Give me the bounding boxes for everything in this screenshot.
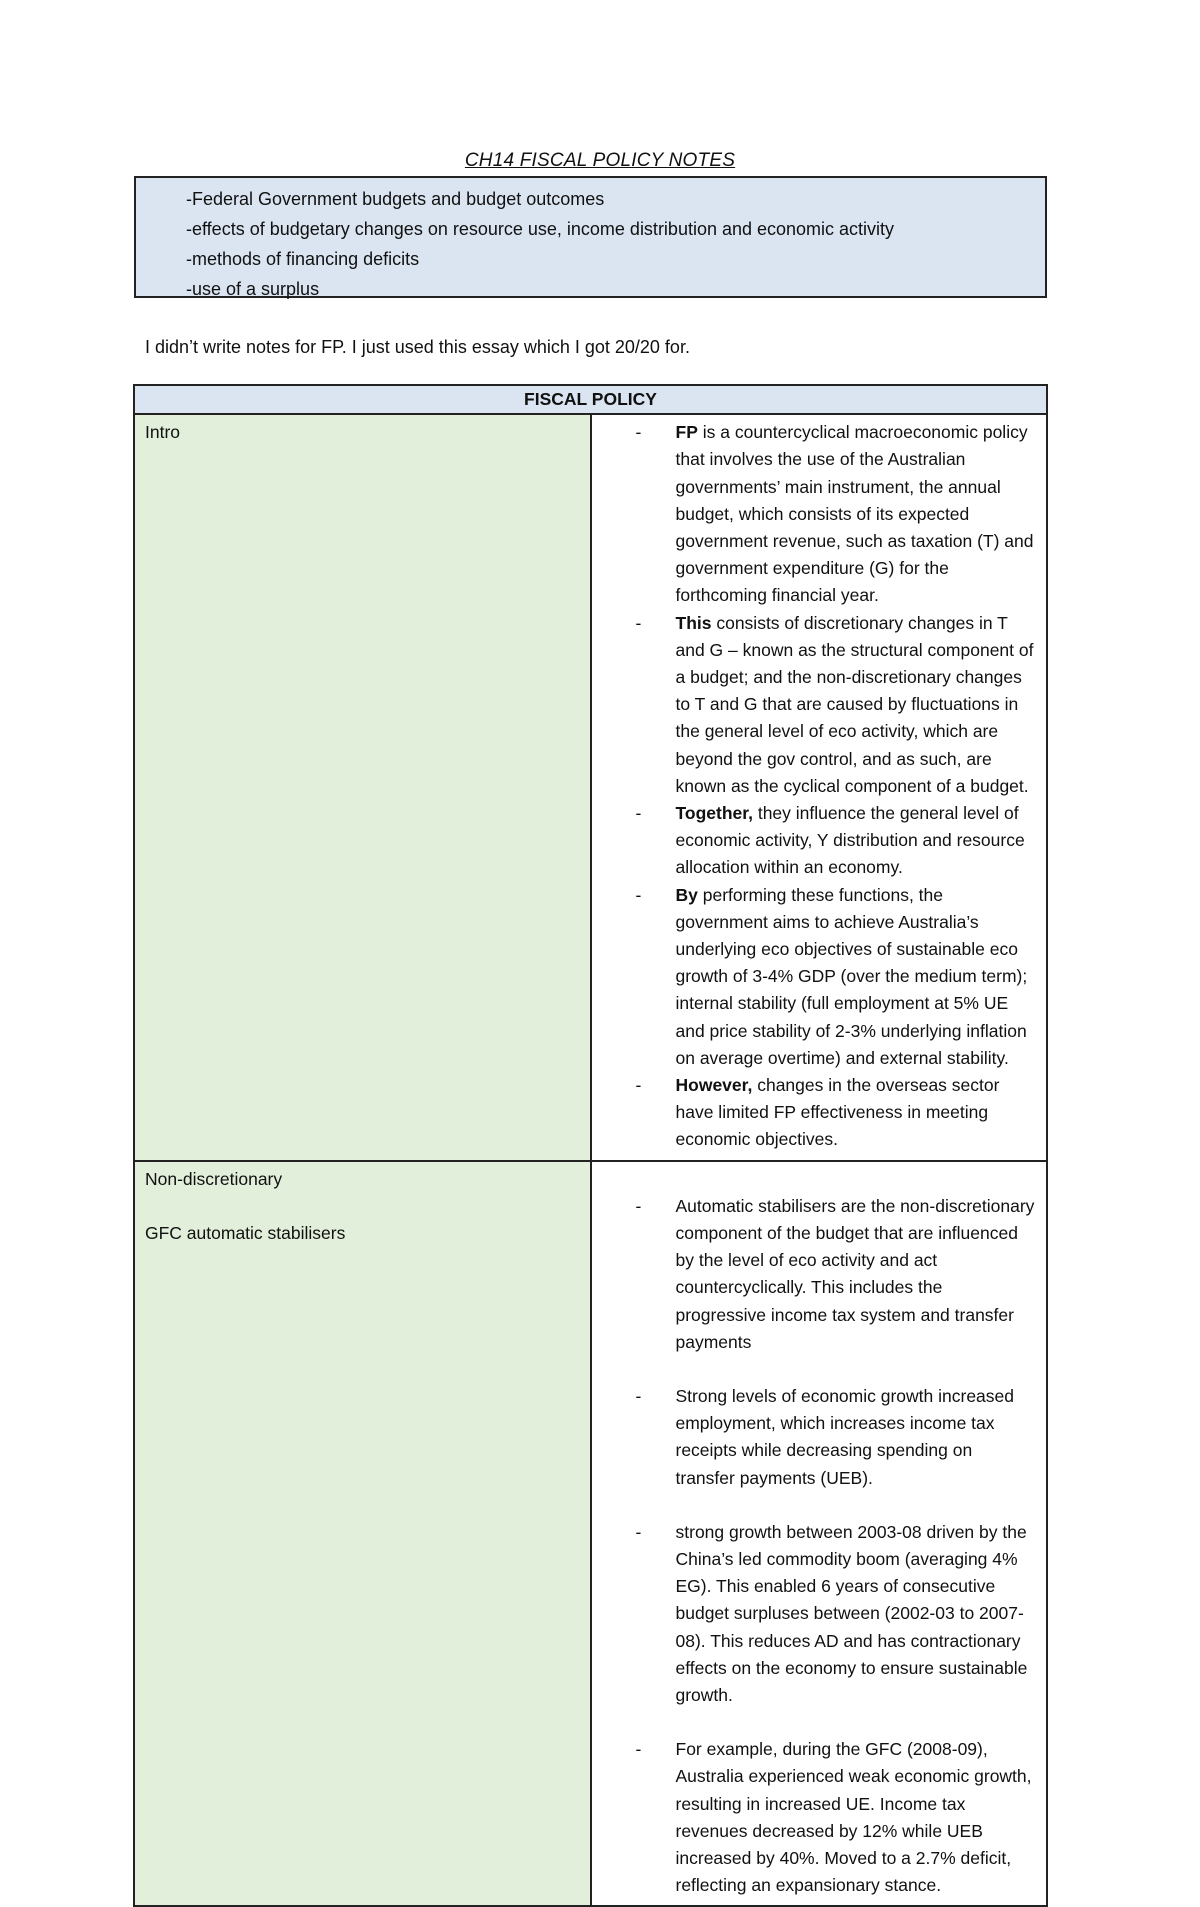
bullet-dash: - [635,422,642,443]
row-label-non-discretionary [134,1161,591,1907]
bullet-text: changes in the overseas sector have limited FP effectiveness in meeting economic objectives. [675,1075,1000,1150]
bullet-lead: By [675,884,698,905]
bullet-text: consists of discretionary changes in T and G – known as the structural component of a budget; and the non-discretionary changes to T and G that are caused by fluctuations in the general level of eco activity, which are beyond the gov control, and as such, are known as the cyclical component of a budget. [675,612,1034,796]
bullet-dash: - [635,1385,642,1406]
syllabus-objectives-box [134,176,1047,298]
bullet-dash: - [635,1739,642,1760]
bullet-text: strong growth between 2003-08 driven by the China’s led commodity boom (averaging 4% EG). This enabled 6 years of consecutive budget surpluses between (2002-03 to 2007-08). This reduces AD and has contractionary effects on the economy to ensure sustainable growth. [675,1521,1028,1705]
bullet-item [592,1383,1037,1492]
bullet-item [592,1193,1037,1356]
bullet-text: is a countercyclical macroeconomic policy that involves the use of the Australian governments’ main instrument, the annual budget, which consists of its expected government revenue, such as taxation (T) and government expenditure (G) for the forthcoming financial year. [675,422,1034,606]
bullet-lead: FP [675,422,698,443]
table-row [134,1161,1047,1907]
bullet-text: Strong levels of economic growth increased employment, which increases income tax receipts while decreasing spending on transfer payments (UEB). [675,1385,1015,1488]
bullet-item [592,1519,1037,1709]
bullet-lead: Together, [675,803,753,824]
objective-item: -effects of budgetary changes on resource use, income distribution and economic activity [186,219,895,239]
bullet-dash: - [635,1521,642,1542]
objective-item: -use of a surplus [186,279,320,299]
bullet-dash: - [635,1195,642,1216]
fiscal-policy-table [133,384,1048,1907]
bullet-item [592,1736,1037,1899]
bullet-dash: - [635,884,642,905]
bullet-item [592,1072,1037,1154]
table-header: FISCAL POLICY [134,385,1047,414]
table-row [134,414,1047,1160]
row-content-intro [591,414,1048,1160]
bullet-lead: However, [675,1075,753,1096]
objective-item: -Federal Government budgets and budget outcomes [186,189,605,209]
bullet-dash: - [635,612,642,633]
bullet-dash: - [635,803,642,824]
row-label-intro [134,414,591,1160]
row-label-text: Non-discretionary [145,1168,283,1189]
bullet-lead: This [675,612,712,633]
bullet-text: For example, during the GFC (2008-09), Australia experienced weak economic growth, resulting in increased UE. Income tax revenues decreased by 12% while UEB increased by 40%. Moved to a 2.7% deficit, reflecting an expansionary stance. [675,1739,1032,1896]
intro-note: I didn’t write notes for FP. I just used this essay which I got 20/20 for. [145,337,690,357]
bullet-item [592,800,1037,882]
bullet-dash: - [635,1075,642,1096]
objective-item: -methods of financing deficits [186,249,420,269]
row-label-text: GFC automatic stabilisers [145,1222,346,1243]
bullet-item [592,610,1037,800]
row-content-non-discretionary [591,1161,1048,1907]
bullet-text: performing these functions, the government aims to achieve Australia’s underlying eco objectives of sustainable eco growth of 3-4% GDP (over the medium term); internal stability (full employment at 5% UE and price stability of 2-3% underlying inflation on average overtime) and external stability. [675,884,1028,1068]
bullet-text: Automatic stabilisers are the non-discretionary component of the budget that are influenced by the level of eco activity and act countercyclically. This includes the progressive income tax system and transfer payments [675,1195,1035,1352]
bullet-item [592,882,1037,1072]
page-title: CH14 FISCAL POLICY NOTES [464,150,736,171]
row-label-text: Intro [145,422,181,443]
bullet-text: they influence the general level of economic activity, Y distribution and resource allocation within an economy. [675,803,1025,878]
bullet-item [592,419,1037,609]
